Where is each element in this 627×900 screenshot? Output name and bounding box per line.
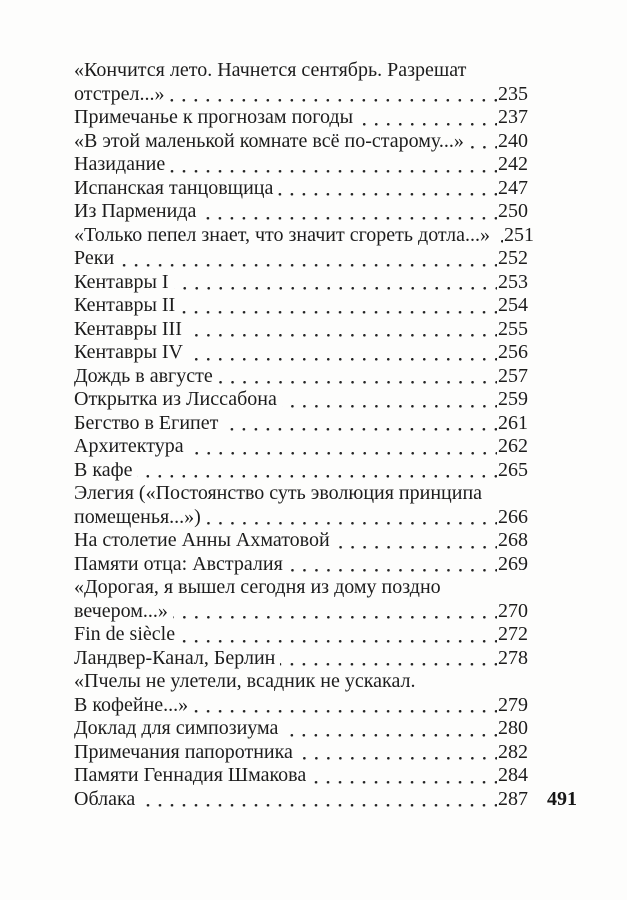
toc-entry-line [74, 247, 528, 271]
toc-entry [74, 294, 528, 318]
toc-entry [74, 623, 528, 647]
toc-entry-page-number: 266 [498, 505, 528, 528]
dot-leader [189, 435, 497, 459]
toc-entry [74, 365, 528, 389]
dot-leader [201, 200, 497, 224]
toc-list [74, 59, 535, 811]
dot-leader [188, 341, 497, 365]
toc-entry-title-continuation: «Кончится лето. Начнется сентябрь. Разрешат [74, 59, 467, 81]
toc-entry-title: Ландвер-Канал, Берлин [74, 646, 276, 669]
dot-leader [174, 271, 497, 295]
toc-entry [74, 788, 528, 812]
toc-entry-title: Доклад для симпозиума [74, 717, 279, 739]
toc-entry-page-number: 259 [498, 388, 528, 410]
toc-entry-title: Бегство в Египет [74, 411, 219, 434]
toc-entry-title: Кентавры I [74, 270, 169, 293]
toc-entry-title-continuation: Элегия («Постоянство суть эволюция принципа [74, 482, 483, 504]
dot-leader [288, 553, 497, 577]
toc-entry-page-number: 269 [498, 552, 528, 575]
toc-entry-line [74, 506, 528, 530]
toc-entry-title: «Только пепел знает, что значит сгореть дотла...» [74, 223, 491, 246]
toc-entry-page-number: 257 [498, 364, 528, 387]
toc-entry-page-number: 242 [498, 153, 528, 175]
toc-entry-title: Примечанье к прогнозам погоды [74, 106, 354, 128]
dot-leader [173, 600, 497, 624]
toc-entry-title: Памяти отца: Австралия [74, 552, 283, 575]
toc-entry-line [74, 106, 528, 130]
toc-entry-page-number: 262 [498, 435, 528, 457]
toc-entry-line [74, 341, 528, 365]
toc-entry-title: Реки [74, 247, 115, 269]
toc-entry-line [74, 459, 528, 483]
toc-entry-line [74, 223, 535, 248]
toc-entry-line [74, 741, 528, 765]
toc-entry-line [74, 412, 528, 436]
dot-leader [495, 224, 503, 248]
toc-entry-line [74, 764, 528, 788]
dot-leader [169, 83, 497, 107]
toc-entry-page-number: 253 [498, 270, 528, 293]
toc-entry-page-number: 268 [498, 529, 528, 551]
toc-entry-page-number: 254 [498, 294, 528, 316]
toc-entry-page-number: 278 [498, 646, 528, 669]
toc-entry-line [74, 177, 528, 201]
dot-leader [170, 153, 497, 177]
toc-entry-line [74, 318, 528, 342]
toc-entry [74, 223, 535, 248]
toc-entry-line [74, 388, 528, 412]
dot-leader [180, 294, 497, 318]
toc-entry [74, 764, 528, 788]
toc-entry-line [74, 623, 528, 647]
toc-entry-title: «В этой маленькой комнате всё по-старому...» [74, 129, 464, 152]
toc-entry [74, 130, 528, 154]
dot-leader [119, 247, 497, 271]
dot-leader [335, 529, 497, 553]
toc-entry-line [74, 294, 528, 318]
dot-leader [282, 388, 497, 412]
toc-entry-page-number: 235 [498, 82, 528, 105]
toc-entry-line [74, 647, 528, 671]
toc-entry-page-number: 284 [498, 764, 528, 786]
toc-entry-page-number: 251 [504, 223, 535, 246]
toc-entry-line [74, 153, 528, 177]
toc-entry-line [74, 600, 528, 624]
toc-entry-title: Облака [74, 787, 136, 810]
toc-entry-page-number: 287 [498, 787, 528, 810]
toc-entry-page-number: 261 [498, 411, 528, 434]
dot-leader [206, 506, 497, 530]
dot-leader [298, 741, 497, 765]
toc-entry [74, 482, 528, 529]
toc-entry-page-number: 272 [498, 623, 528, 645]
toc-entry-page-number: 280 [498, 717, 528, 739]
toc-entry-page-number: 237 [498, 106, 528, 128]
toc-entry-title: Кентавры III [74, 317, 182, 340]
dot-leader [280, 647, 497, 671]
toc-entry-line [74, 694, 528, 718]
dot-leader [278, 177, 497, 201]
dot-leader [311, 764, 497, 788]
toc-entry-title-continuation: «Пчелы не улетели, всадник не ускакал. [74, 670, 416, 692]
toc-entry-line [74, 83, 528, 107]
toc-entry-page-number: 252 [498, 247, 528, 269]
dot-leader [187, 318, 497, 342]
toc-entry-page-number: 255 [498, 317, 528, 340]
dot-leader [358, 106, 497, 130]
toc-entry [74, 153, 528, 177]
toc-entry-title: Открытка из Лиссабона [74, 388, 277, 410]
toc-entry-title: Дождь в августе [74, 364, 213, 387]
toc-entry-title: Из Парменида [74, 200, 197, 222]
toc-entry-line [74, 365, 528, 389]
toc-entry [74, 576, 528, 623]
toc-entry-line [74, 130, 528, 154]
toc-entry-page-number: 270 [498, 599, 528, 622]
toc-entry-title: вечером...» [74, 599, 168, 622]
toc-entry [74, 412, 528, 436]
toc-entry [74, 177, 528, 201]
toc-entry [74, 341, 528, 365]
toc-entry-title: отстрел...» [74, 82, 165, 105]
toc-entry-line [74, 717, 528, 741]
toc-entry-title: Памяти Геннадия Шмакова [74, 764, 307, 786]
toc-entry-line [74, 435, 528, 459]
toc-entry [74, 200, 528, 224]
dot-leader [223, 412, 497, 436]
toc-entry-page-number: 240 [498, 129, 528, 152]
toc-entry [74, 670, 528, 717]
toc-entry-line [74, 788, 528, 812]
toc-entry [74, 106, 528, 130]
folio-page-number: 491 [547, 788, 577, 810]
toc-entry-line [74, 553, 528, 577]
toc-entry-title-continuation: «Дорогая, я вышел сегодня из дому поздно [74, 576, 441, 598]
toc-entry-line [74, 529, 528, 553]
dot-leader [180, 623, 497, 647]
toc-entry-title: Архитектура [74, 435, 184, 457]
toc-entry-title: На столетие Анны Ахматовой [74, 529, 330, 551]
toc-entry-title: Кентавры II [74, 294, 176, 316]
toc-entry-title: Назидание [74, 153, 166, 175]
toc-entry [74, 553, 528, 577]
toc-entry [74, 388, 528, 412]
toc-entry-title: Кентавры IV [74, 341, 184, 363]
toc-entry-page-number: 265 [498, 458, 528, 481]
toc-entry-title: помещенья...») [74, 505, 201, 528]
toc-entry [74, 435, 528, 459]
toc-entry-line [74, 271, 528, 295]
dot-leader [283, 717, 497, 741]
toc-entry-page-number: 250 [498, 200, 528, 222]
toc-entry-title: Примечания папоротника [74, 740, 293, 763]
dot-leader [137, 459, 497, 483]
toc-entry [74, 717, 528, 741]
dot-leader [193, 694, 497, 718]
toc-entry-page-number: 279 [498, 693, 528, 716]
dot-leader [218, 365, 497, 389]
toc-entry-title: Испанская танцовщица [74, 176, 274, 199]
toc-entry-title: В кофейне...» [74, 693, 189, 716]
toc-entry-line [74, 200, 528, 224]
toc-entry [74, 459, 528, 483]
dot-leader [140, 788, 497, 812]
toc-entry [74, 247, 528, 271]
toc-entry [74, 529, 528, 553]
toc-entry-page-number: 247 [498, 176, 528, 199]
toc-entry-page-number: 282 [498, 740, 528, 763]
toc-entry [74, 318, 528, 342]
toc-entry-page-number: 256 [498, 341, 528, 363]
toc-entry [74, 59, 528, 106]
toc-entry-title: Fin de siècle [74, 623, 176, 645]
toc-entry [74, 271, 528, 295]
dot-leader [469, 130, 497, 154]
toc-entry [74, 741, 528, 765]
toc-entry [74, 647, 528, 671]
toc-entry-title: В кафе [74, 458, 133, 481]
